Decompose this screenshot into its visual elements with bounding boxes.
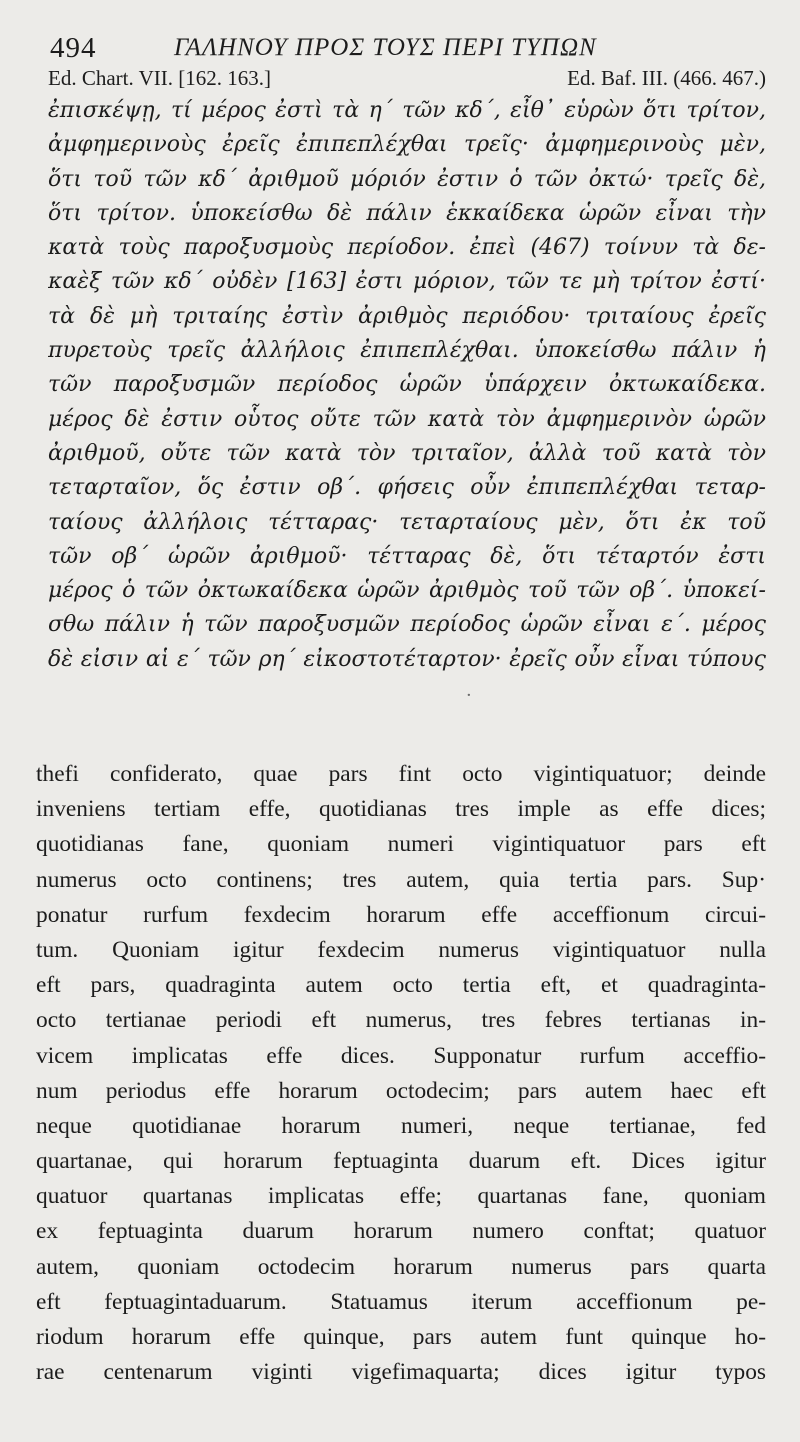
greek-text [36,94,766,677]
latin-text-line: ponatur rurfum fexdecim horarum effe acceffionum circui- [36,901,766,928]
greek-text-line: ἀριθμοῦ, οὔτε τῶν κατὰ τὸν τριταῖον, ἀλλὰ τοῦ κατὰ τὸν [48,440,766,466]
latin-translation [36,757,766,1390]
latin-text-line: quotidianas fane, quoniam numeri vigintiquatuor pars eft [36,831,766,858]
latin-text-line: neque quotidianae horarum numeri, neque tertianae, fed [36,1112,766,1139]
divider-mark: · [466,685,472,707]
section-divider [36,677,766,757]
greek-text-line: τεταρταῖον, ὅς ἐστιν οβ΄. φήσεις οὖν ἐπιπεπλέχθαι τεταρ- [48,475,766,501]
greek-text-line: τῶν οβ΄ ὡρῶν ἀριθμοῦ· τέτταρας δὲ, ὅτι τέταρτόν ἐστι [48,543,766,569]
running-title: ΓΑΛΗΝΟΥ ΠΡΟΣ ΤΟΥΣ ΠΕΡΙ ΤΥΠΩΝ [174,34,597,61]
latin-text-line: vicem implicatas effe dices. Supponatur rurfum acceffio- [36,1042,766,1069]
latin-text-line: ex feptuaginta duarum horarum numero conftat; quatuor [36,1218,766,1245]
latin-text-line: thefi confiderato, quae pars fint octo vigintiquatuor; deinde [36,761,766,788]
latin-text-line: numerus octo continens; tres autem, quia tertia pars. Sup· [36,866,766,893]
greek-text-line: τὰ δὲ μὴ τριταίης ἐστὶν ἀριθμὸς περιόδου· τριταίους ἐρεῖς [48,303,766,329]
greek-text-line: ὅτι τοῦ τῶν κδ΄ ἀριθμοῦ μόριόν ἐστιν ὁ τῶν ὀκτώ· τρεῖς δὲ, [48,166,766,192]
edition-chartier: Ed. Chart. VII. [162. 163.] [48,66,271,90]
edition-references [36,66,766,92]
greek-text-line: τῶν παροξυσμῶν περίοδος ὡρῶν ὑπάρχειν ὀκτωκαίδεκα. [48,372,766,398]
greek-text-line: μέρος δὲ ἐστιν οὗτος οὔτε τῶν κατὰ τὸν ἀμφημερινὸν ὡρῶν [48,406,766,432]
latin-text-line: eft pars, quadraginta autem octo tertia eft, et quadraginta- [36,972,766,999]
greek-text-line: κατὰ τοὺς παροξυσμοὺς περίοδον. ἐπεὶ (467) τοίνυν τὰ δε- [48,235,766,261]
greek-text-line: μέρος ὁ τῶν ὀκτωκαίδεκα ὡρῶν ἀριθμὸς τοῦ τῶν οβ΄. ὑποκεί- [48,578,766,604]
page-header [36,26,766,66]
page-number: 494 [50,32,97,64]
greek-text-line: σθω πάλιν ἡ τῶν παροξυσμῶν περίοδος ὡρῶν εἶναι ε΄. μέρος [48,612,766,638]
greek-text-line: ὅτι τρίτον. ὑποκείσθω δὲ πάλιν ἑκκαίδεκα ὡρῶν εἶναι τὴν [48,200,766,226]
latin-text-line: riodum horarum effe quinque, pars autem funt quinque ho- [36,1324,766,1351]
latin-text-line: rae centenarum viginti vigefimaquarta; dices igitur typos [36,1359,766,1386]
latin-text-line: octo tertianae periodi eft numerus, tres febres tertianas in- [36,1007,766,1034]
greek-text-line: ἐπισκέψῃ, τί μέρος ἐστὶ τὰ η΄ τῶν κδ΄, εἶθ᾿ εὑρὼν ὅτι τρίτον, [48,98,766,123]
greek-text-line: καὲξ τῶν κδ΄ οὐδὲν [163] ἐστι μόριον, τῶν τε μὴ τρίτον ἐστί· [48,269,766,295]
greek-text-line: ἀμφημερινοὺς ἐρεῖς ἐπιπεπλέχθαι τρεῖς· ἀμφημερινοὺς μὲν, [48,132,766,158]
latin-text-line: inveniens tertiam effe, quotidianas tres imple as effe dices; [36,796,766,823]
greek-text-line: ταίους ἀλλήλοις τέτταρας· τεταρταίους μὲν, ὅτι ἐκ τοῦ [48,509,766,535]
latin-text-line: autem, quoniam octodecim horarum numerus pars quarta [36,1253,766,1280]
latin-text-line: eft feptuagintaduarum. Statuamus iterum acceffionum pe- [36,1288,766,1315]
latin-text-line: num periodus effe horarum octodecim; pars autem haec eft [36,1077,766,1104]
latin-text-line: tum. Quoniam igitur fexdecim numerus vigintiquatuor nulla [36,936,766,963]
latin-text-line: quartanae, qui horarum feptuaginta duarum eft. Dices igitur [36,1148,766,1175]
greek-text-line: πυρετοὺς τρεῖς ἀλλήλοις ἐπιπεπλέχθαι. ὑποκείσθω πάλιν ἡ [48,338,766,364]
latin-text-line: quatuor quartanas implicatas effe; quartanas fane, quoniam [36,1183,766,1210]
greek-text-line: δὲ εἰσιν αἱ ε΄ τῶν ρη΄ εἰκοστοτέταρτον· ἐρεῖς οὖν εἶναι τύπους [48,646,766,672]
edition-basel: Ed. Baf. III. (466. 467.) [567,66,766,90]
